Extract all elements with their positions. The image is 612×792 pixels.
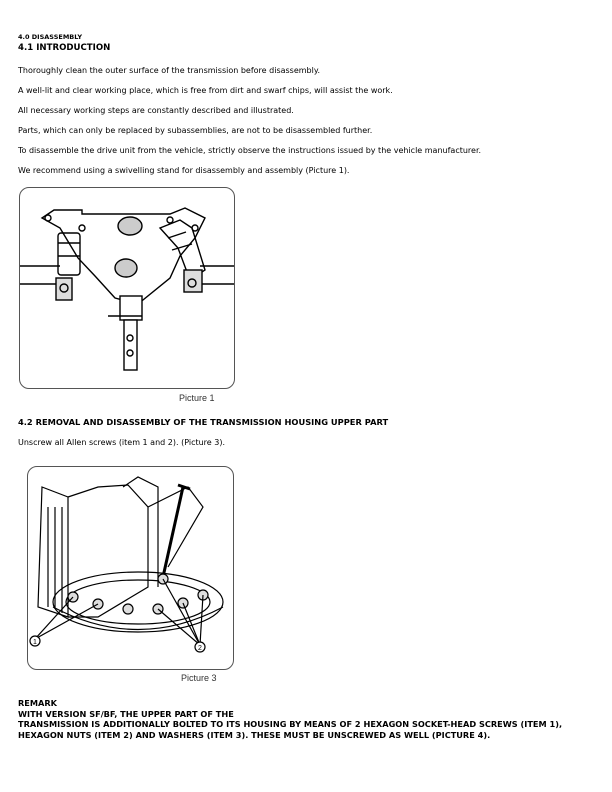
remark-line: WITH VERSION SF/BF, THE UPPER PART OF THE (18, 708, 234, 719)
intro-paragraph: A well-lit and clear working place, which is free from dirt and swarf chips, will assist the work. (18, 86, 393, 95)
picture-3-frame (27, 466, 234, 670)
intro-paragraph: To disassemble the drive unit from the vehicle, strictly observe the instructions issued by the vehicle manufacturer. (18, 146, 482, 155)
picture-3-caption: Picture 3 (181, 673, 217, 683)
remark-body: TRANSMISSION IS ADDITIONALLY BOLTED TO ITS HOUSING BY MEANS OF 2 HEXAGON SOCKET-HEAD SCREWS (ITEM 1), HEXAGON NUTS (ITEM 2) AND WASHERS (ITEM 3). THESE MUST BE UNSCREWED AS WELL (PICTURE 4). (18, 719, 563, 740)
callout-1-label: 1 (33, 639, 37, 646)
removal-heading: 4.2 REMOVAL AND DISASSEMBLY OF THE TRANSMISSION HOUSING UPPER PART (18, 417, 389, 427)
remark-block (18, 698, 588, 740)
intro-paragraph: Parts, which can only be replaced by subassemblies, are not to be disassembled further. (18, 126, 373, 135)
transmission-housing-illustration (28, 467, 233, 669)
section-label: 4.0 DISASSEMBLY (18, 33, 83, 41)
picture-1-caption: Picture 1 (179, 393, 215, 403)
removal-paragraph: Unscrew all Allen screws (item 1 and 2). (Picture 3). (18, 438, 226, 447)
intro-paragraph: We recommend using a swivelling stand for disassembly and assembly (Picture 1). (18, 166, 350, 175)
intro-heading: 4.1 INTRODUCTION (18, 43, 111, 53)
picture-1-frame (19, 187, 235, 389)
swivelling-stand-illustration (20, 188, 234, 388)
intro-paragraph: Thoroughly clean the outer surface of the transmission before disassembly. (18, 66, 320, 75)
intro-paragraph: All necessary working steps are constantly described and illustrated. (18, 106, 294, 115)
remark-title: REMARK (18, 698, 58, 708)
callout-2-label: 2 (198, 645, 202, 652)
